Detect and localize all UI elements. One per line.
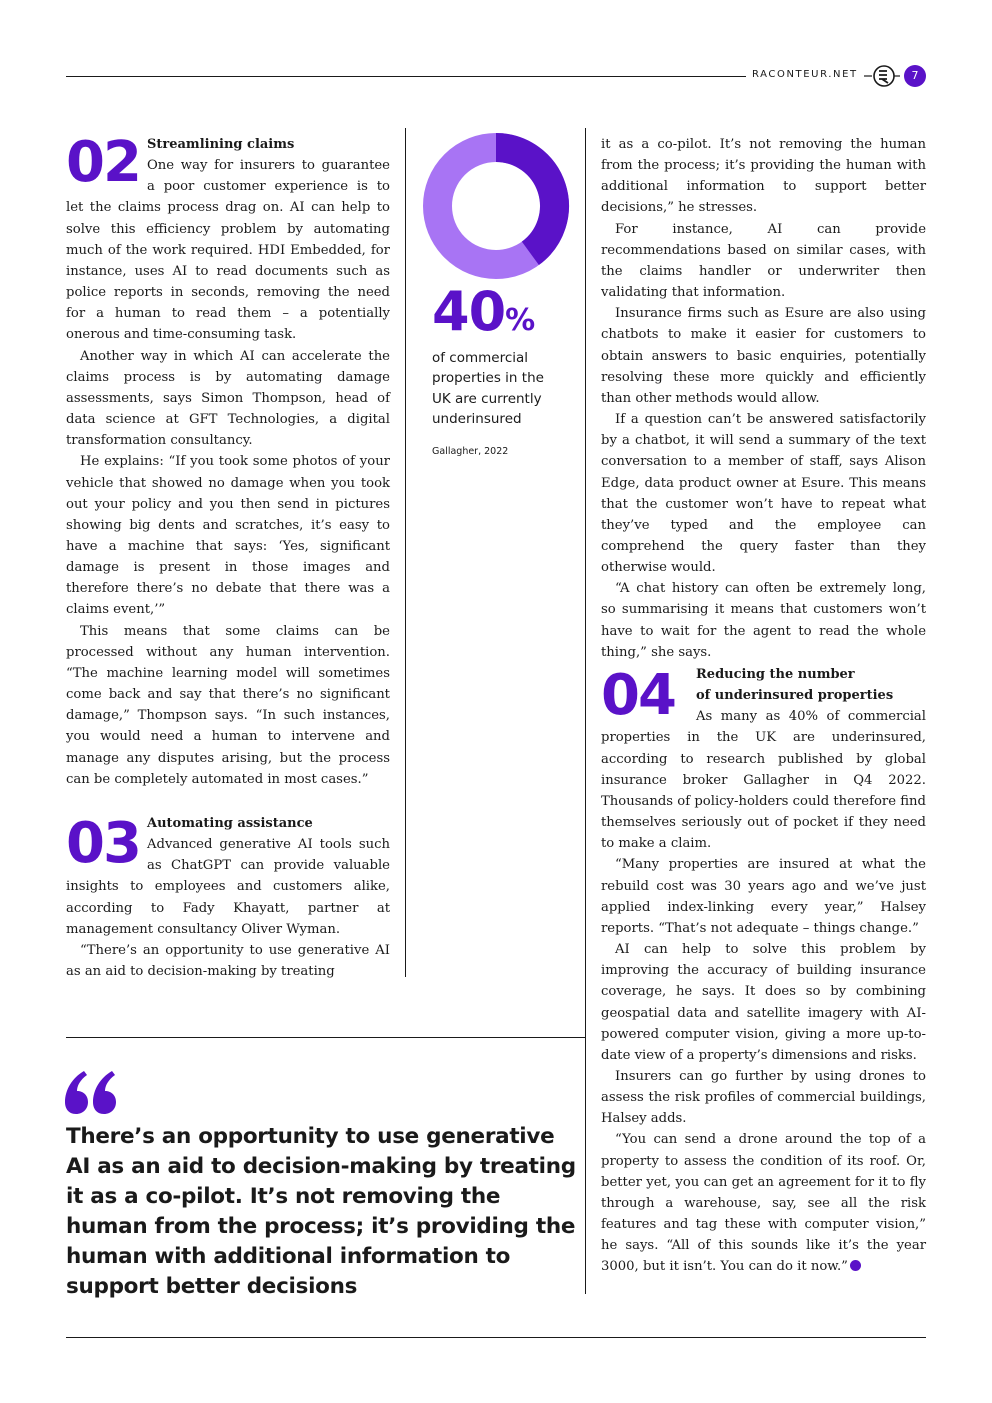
page-number: 7 — [904, 65, 926, 87]
quote-top-rule — [66, 1037, 585, 1038]
section-02-paragraph: Another way in which AI can accelerate the claims process is by automating damage assessments, says Simon Thompson, head of data science at GFT Technologies, a digital transformation consultancy. — [66, 348, 390, 449]
section-03-intro-line: as ChatGPT can provide valuable — [147, 858, 390, 874]
donut-value-arc — [496, 148, 555, 254]
stat-value — [432, 282, 534, 351]
section-04-heading: of underinsured properties — [696, 688, 894, 704]
stat-unit: % — [505, 303, 535, 338]
section-number-04: 04 — [601, 663, 675, 728]
section-03-paragraph: insights to employees and customers alike, according to Fady Khayatt, partner at management consultancy Oliver Wyman. — [66, 879, 390, 937]
quote-mark-icon — [64, 1068, 118, 1116]
section-04-body — [601, 664, 926, 1278]
section-02-intro-line: One way for insurers to guarantee — [147, 158, 390, 174]
stat-description: of commercial properties in the UK are currently underinsured — [432, 350, 544, 427]
section-03-body — [66, 813, 390, 982]
section-02-paragraph: let the claims process drag on. AI can help to solve this efficiency problem by automating much of the work required. HDI Embedded, for instance, uses AI to read documents such as police reports in seconds, removing the need for a human to read them – a potentially onerous and time-consuming task. — [66, 200, 390, 343]
right-paragraph: “A chat history can often be extremely long, so summarising it means that customers won’t have to wait for the agent to read the whole thing,” she says. — [601, 581, 926, 660]
footer-rule — [66, 1337, 926, 1338]
right-paragraph: If a question can’t be answered satisfactorily by a chatbot, it will send a summary of the text conversation to a member of staff, says Alison Edge, data product owner at Esure. This means that the customer won’t have to repeat what they’ve typed and the employee can comprehend the query faster than they otherwise would. — [601, 412, 926, 576]
stat-number: 40 — [432, 280, 506, 343]
section-04-intro-line: As many as 40% of commercial — [696, 709, 926, 725]
section-04-paragraph — [601, 1129, 926, 1277]
section-02-body — [66, 130, 390, 790]
pull-quote: There’s an opportunity to use generative AI as an aid to decision-making by treating it as a co-pilot. It’s not removing the human from the process; it’s providing the human with additional information to support better decisions — [66, 1124, 576, 1299]
section-04-heading: Reducing the number — [696, 667, 855, 682]
section-02-intro-line: a poor customer experience is to — [147, 179, 390, 195]
right-paragraph: Insurance firms such as Esure are also using chatbots to make it easier for customers to obtain answers to basic enquiries, potentially resolving these more quickly and efficiently than other methods would allow. — [601, 306, 926, 406]
end-marker-icon — [850, 1260, 861, 1271]
section-number-03: 03 — [66, 811, 140, 876]
right-column-continued — [601, 134, 926, 663]
section-number-02: 02 — [66, 130, 140, 195]
section-04-paragraph: AI can help to solve this problem by improving the accuracy of building insurance coverage, he says. It does so by combining geospatial data and satellite imagery with AI-powered computer vision, giving a more up-to-date view of a property’s dimensions and risks. — [601, 942, 926, 1063]
section-02-heading: Streamlining claims — [147, 137, 295, 152]
right-paragraph: For instance, AI can provide recommendations based on similar cases, with the claims handler or underwriter then validating that information. — [601, 221, 926, 301]
section-03-intro-line: Advanced generative AI tools such — [147, 837, 390, 853]
section-03-heading: Automating assistance — [147, 816, 313, 831]
site-name: RACONTEUR.NET — [752, 69, 858, 80]
section-04-paragraph: properties in the UK are underinsured, according to research published by global insurance broker Gallagher in Q4 2022. Thousands of policy-holders could therefore find themselves seriously out of pocket if they need to make a claim. — [601, 730, 926, 852]
section-03-paragraph: “There’s an opportunity to use generative AI as an aid to decision-making by treating — [66, 942, 390, 980]
right-paragraph: it as a co-pilot. It’s not removing the human from the process; it’s providing the human with additional information to support better decisions,” he stresses. — [601, 137, 926, 216]
column-divider-left — [405, 128, 406, 977]
section-02-paragraph: This means that some claims can be processed without any human intervention. “The machine learning model will sometimes come back and say that there’s no significant damage,” Thompson says. “In such instances, you would need a human to intervene and manage any disputes arising, but the process can be completely automated in most cases.” — [66, 623, 390, 787]
header-rule — [66, 76, 746, 77]
section-02-paragraph: He explains: “If you took some photos of your vehicle that showed no damage when you took out your policy and you then send in pictures showing big dents and scratches, it’s easy to have a machine that says: ‘Yes, significant damage is present in those images and therefore there’s no debate that there was a claims event,’” — [66, 454, 390, 618]
section-04-final-text: “You can send a drone around the top of a property to assess the condition of its roof. Or, better yet, you can get an agreement for it to fly through a warehouse, say, see all the risk features and tag these with computer vision,” he says. “All of this sounds like it’s the year 3000, but it isn’t. You can do it now.” — [601, 1132, 926, 1275]
stat-source: Gallagher, 2022 — [432, 446, 509, 457]
section-04-paragraph: “Many properties are insured at what the rebuild cost was 30 years ago and we’ve just applied index-linking every year,” Halsey reports. “That’s not adequate – things change.” — [601, 857, 926, 936]
donut-chart — [421, 131, 571, 281]
column-divider-right — [585, 128, 586, 1294]
section-04-paragraph: Insurers can go further by using drones to assess the risk profiles of commercial buildings, Halsey adds. — [601, 1068, 926, 1127]
raconteur-logo-icon — [864, 64, 900, 88]
